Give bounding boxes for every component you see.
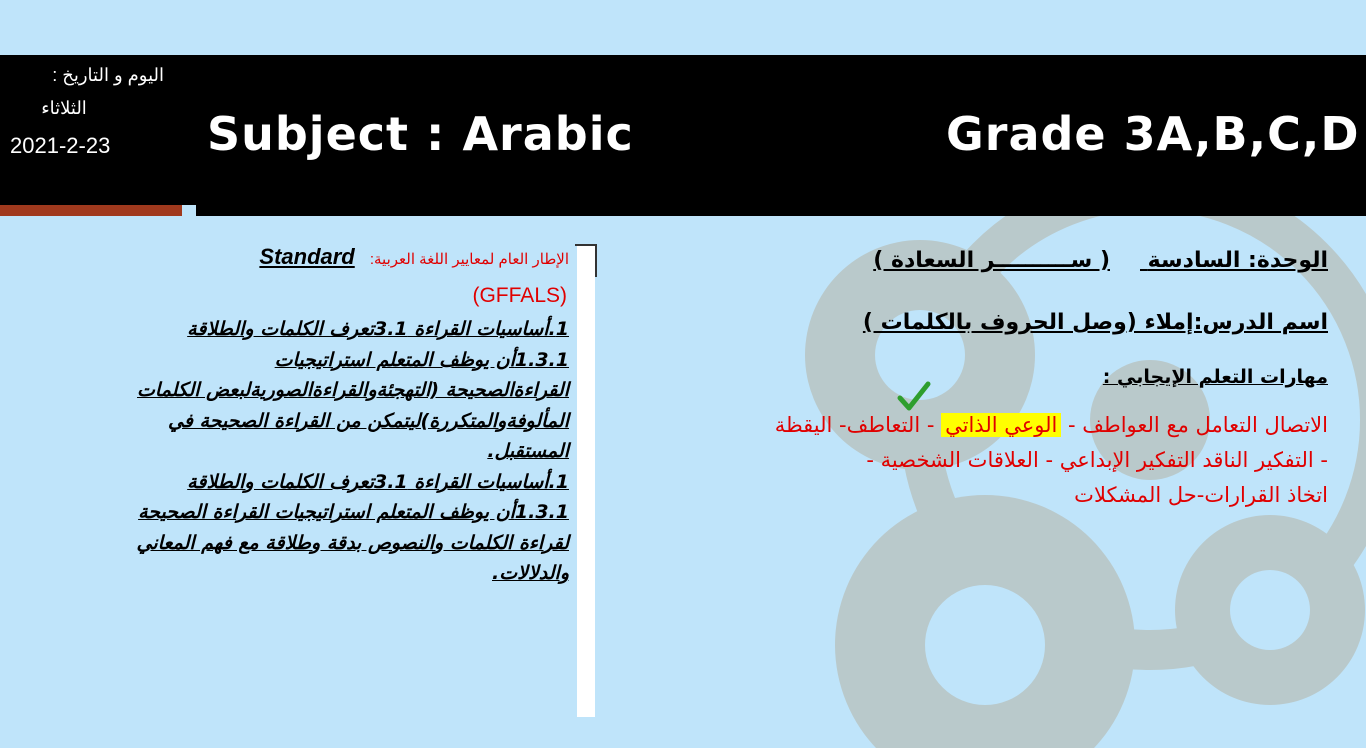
framework-label: الإطار العام لمعايير اللغة العربية: (369, 251, 569, 268)
bracket-decoration (575, 244, 597, 277)
day-text: الثلاثاء (41, 98, 87, 118)
skills-line-3: اتخاذ القرارات-حل المشكلات (1074, 483, 1328, 507)
standard-line: القراءةالصحيحة (التهجئةوالقراءةالصوريةلبعض الكلمات (137, 379, 569, 401)
gear-icon (1175, 515, 1365, 705)
standard-word: Standard (259, 244, 355, 269)
standards-text (84, 314, 569, 589)
header-bar (0, 55, 1366, 216)
skills-title: مهارات التعلم الإيجابي : (1102, 366, 1328, 388)
date-text: 2021-2-23 (10, 133, 111, 158)
accent-bar (0, 205, 182, 216)
accent-gap (182, 205, 196, 216)
skills-text: - التعاطف- اليقظة (774, 413, 942, 437)
standard-line: 1.3.1أن يوظف المتعلم استراتيجيات القراءة الصحيحة (138, 501, 569, 523)
date-label: اليوم و التاريخ : (52, 65, 164, 85)
subject-title: Subject : Arabic (207, 107, 634, 161)
standard-heading (259, 244, 569, 270)
standard-line: 1.أساسيات القراءة 3.1تعرف الكلمات والطلاقة (187, 470, 569, 493)
unit-label: الوحدة: السادسة (1147, 248, 1328, 273)
skills-line-1 (600, 408, 1328, 443)
standard-line: والدلالات. (492, 562, 569, 584)
gear-icon (835, 495, 1135, 748)
standard-line: المألوفةوالمتكررة)ليتمكن من القراءة الصحيحة في (167, 409, 569, 432)
skills-list (600, 408, 1328, 513)
check-icon (897, 380, 931, 414)
standard-line: 1.أساسيات القراءة 3.1تعرف الكلمات والطلاقة (187, 318, 569, 340)
highlighted-skill: الوعي الذاتي (941, 413, 1061, 437)
standard-line: لقراءة الكلمات والنصوص بدقة وطلاقة مع فهم المعاني (136, 531, 569, 554)
grade-title: Grade 3A,B,C,D (946, 107, 1360, 161)
skills-text: الاتصال التعامل مع العواطف - (1061, 413, 1328, 437)
standard-line: 1.3.1أن يوظف المتعلم استراتيجيات (274, 348, 569, 371)
lesson-title: اسم الدرس:إملاء (وصل الحروف بالكلمات ) (862, 310, 1328, 335)
divider-strip (577, 245, 595, 717)
skills-line-2: - التفكير الناقد التفكير الإبداعي - العلاقات الشخصية - (866, 448, 1328, 472)
standard-line: المستقبل. (487, 440, 569, 462)
unit-line (873, 248, 1328, 273)
gffals-label: (GFFALS) (472, 284, 567, 307)
unit-name: ( ســــــــــر السعادة ) (873, 248, 1110, 273)
